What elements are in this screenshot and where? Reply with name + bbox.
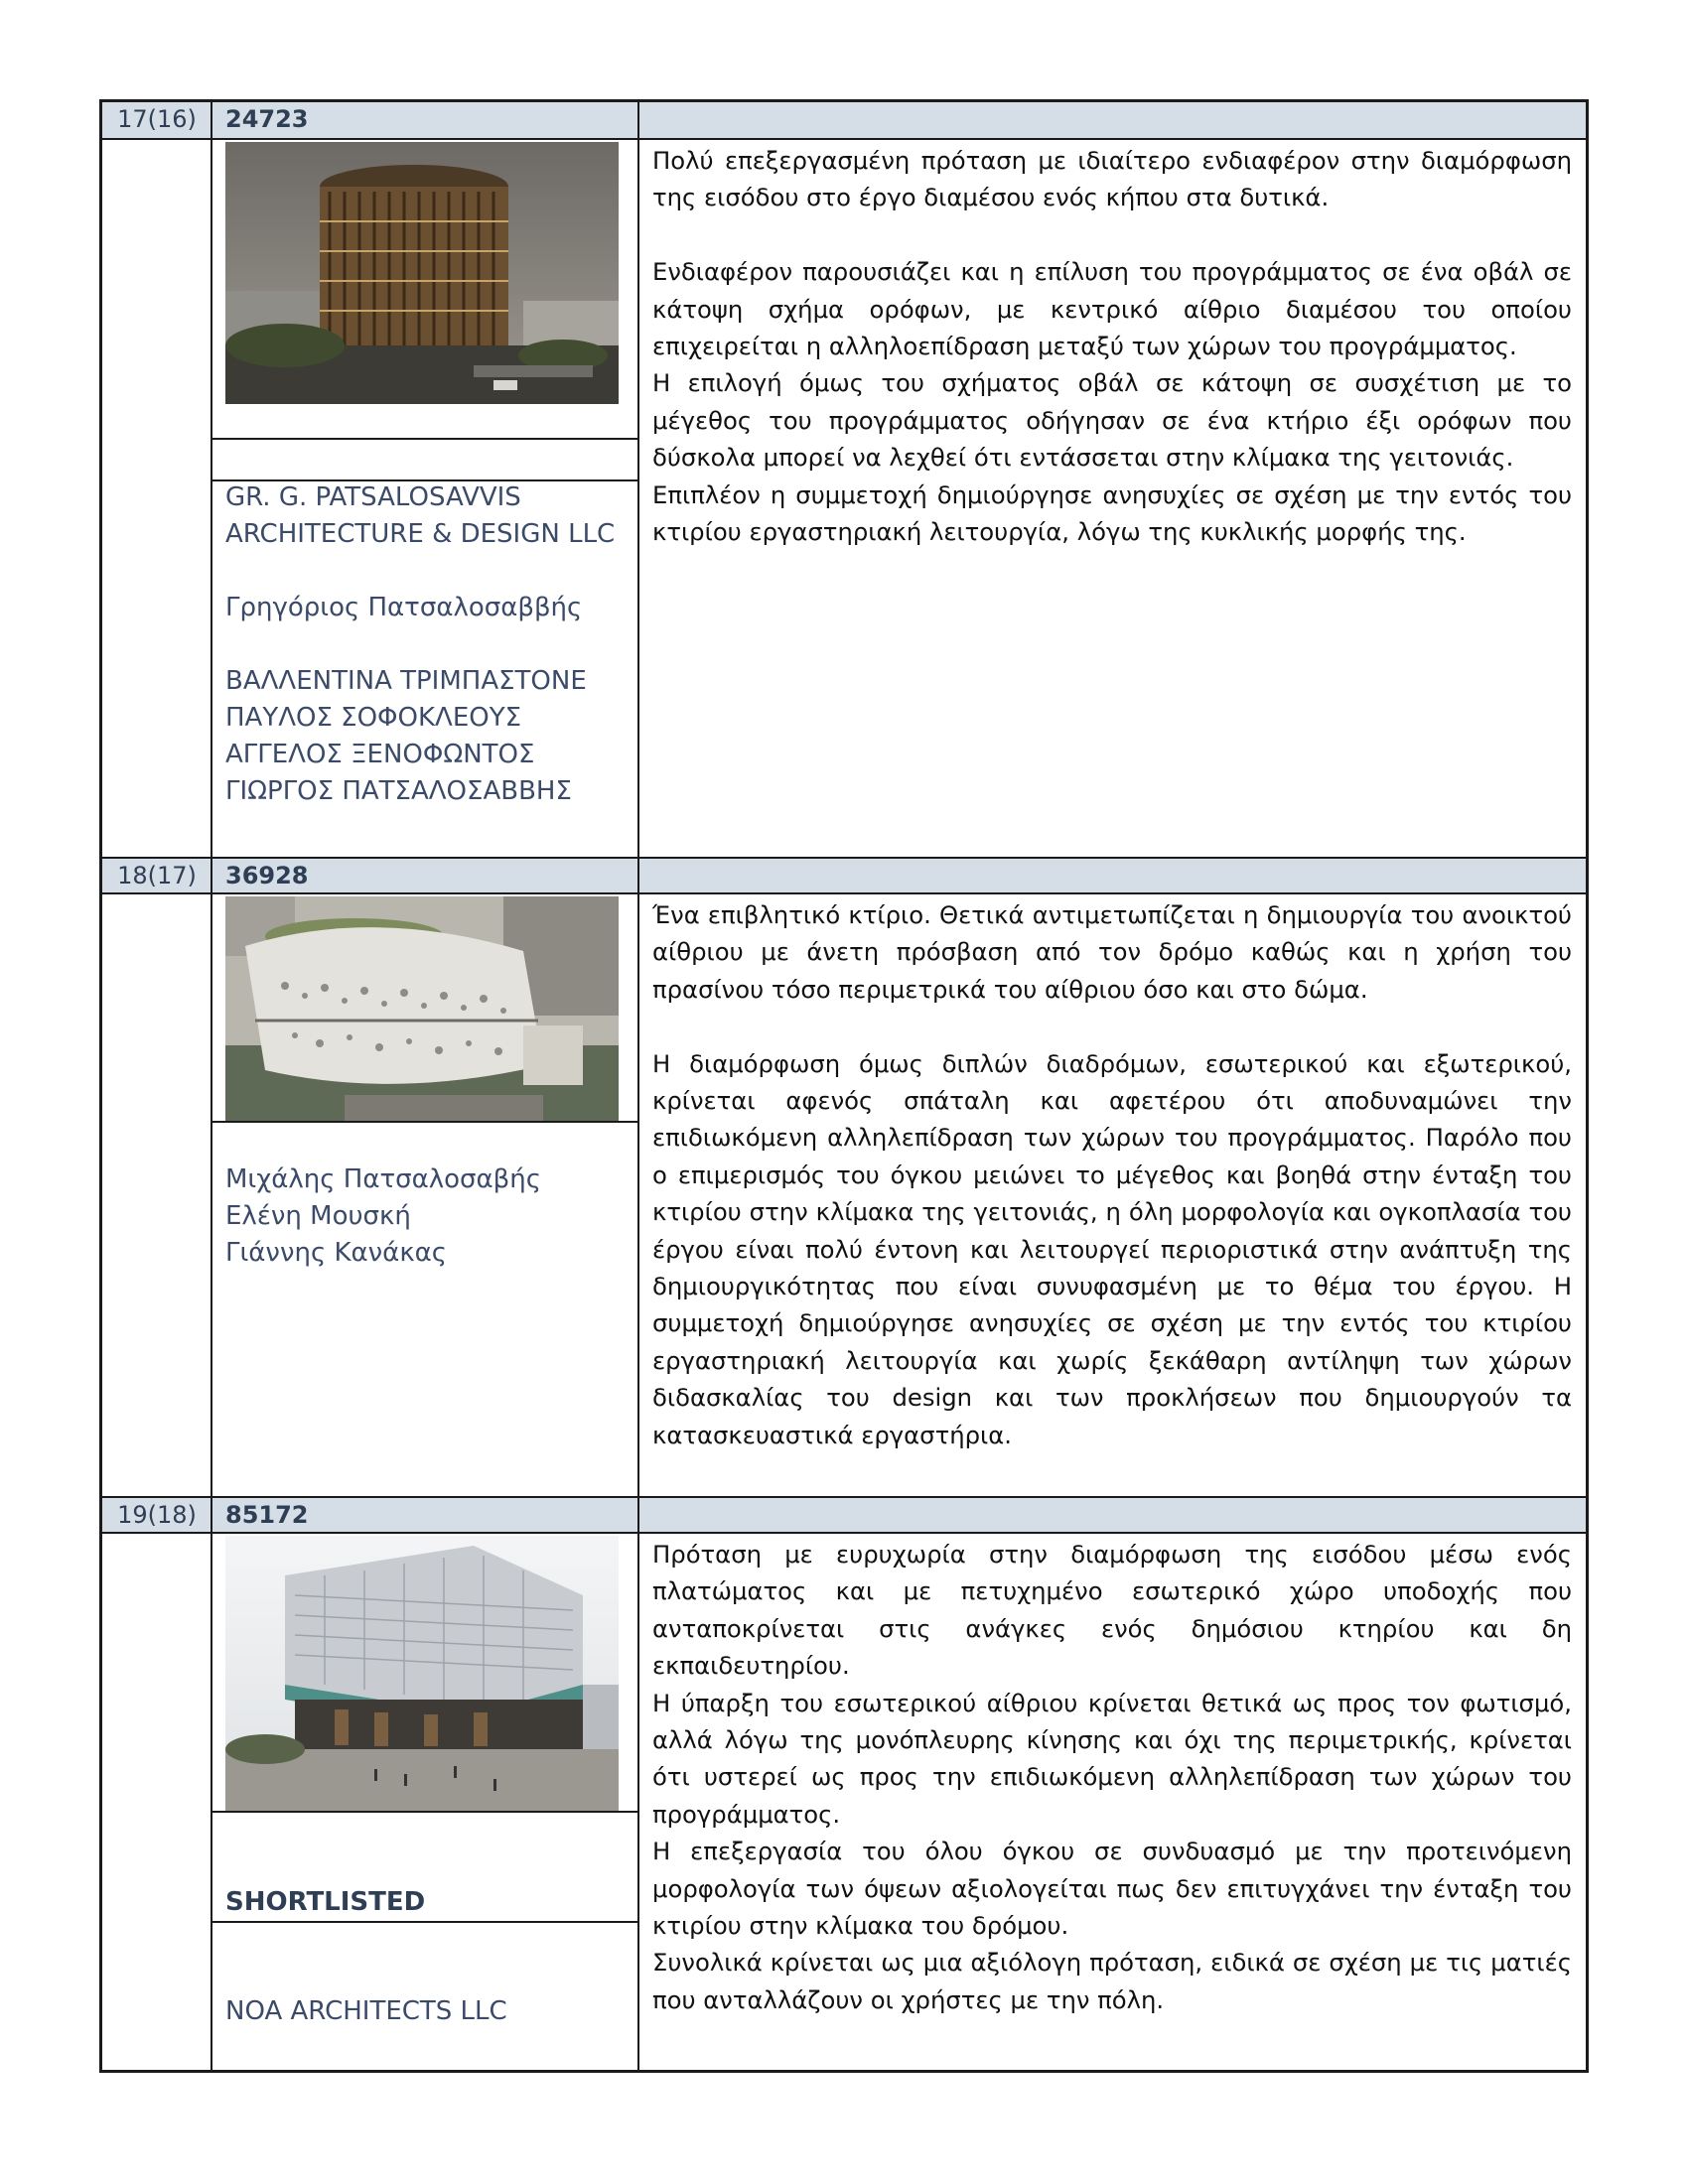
team-member: Μιχάλης Πατσαλοσαβής — [225, 1164, 541, 1194]
row-divider — [211, 1121, 639, 1123]
team-member: ΑΓΓΕΛΟΣ ΞΕΝΟΦΩΝΤΟΣ — [225, 740, 535, 769]
evaluation-paragraph: Η διαμόρφωση όμως διπλών διαδρόμων, εσωτερικού και εξωτερικού, κρίνεται αφενός σπάταλη και αφετέρου ότι αποδυναμώνει την επιδιωκόμενη αλληλεπίδραση των χώρων του προγράμματος. Παρόλο που ο επιμερισμός του όγκου μειώνει το μέγεθος και βοηθά στην ένταξη του κτιρίου στην κλίμακα της γειτονιάς, η όλη μορφολογία και ογκοπλασία του έργου είναι πολύ έντονη και λειτουργεί περιοριστικά στην ανάπτυξη της δημιουργικότητας που είναι συνυφασμένη με το θέμα του έργου. Η συμμετοχή δημιούργησε ανησυχίες σε σχέση με την εντός του κτιρίου εργαστηριακή λειτουργία και χωρίς ξεκάθαρη αντίληψη των χώρων διδασκαλίας του design και των προκλήσεων που δημιουργούν τα κατασκευαστικά εργαστήρια. — [652, 1048, 1572, 1449]
entry-number: 17(16) — [117, 105, 197, 133]
entry-header-row — [102, 102, 1586, 140]
entry-code: 85172 — [225, 1501, 309, 1529]
evaluation-paragraph: Ένα επιβλητικό κτίριο. Θετικά αντιμετωπίζεται η δημιουργία του ανοικτού αίθριου με άνετη πρόσβαση από τον δρόμο καθώς και η χρήση του πρασίνου τόσο περιμετρικά του αίθριου όσο και στο δώμα. — [652, 900, 1572, 1004]
evaluation-paragraph: Η επιλογή όμως του σχήματος οβάλ σε κάτοψη σε συσχέτιση με το μέγεθος του προγράμματος οδήγησαν σε ένα κτήριο έξι ορόφων που δύσκολα μπορεί να λεχθεί ότι εντάσσεται στην κλίμακα της γειτονιάς. — [652, 368, 1572, 473]
evaluation-paragraph: Η ύπαρξη του εσωτερικού αίθριου κρίνεται θετικά ως προς τον φωτισμό, αλλά λόγω της μονόπλευρης κίνησης και όχι της περιμετρικής, κρίνεται ότι υστερεί ως προς την επιδιωκόμενη αλληλεπίδραση των χώρων του προγράμματος. — [652, 1688, 1572, 1829]
team-member: ΓΙΩΡΓΟΣ ΠΑΤΣΑΛΟΣΑΒΒΗΣ — [225, 776, 572, 806]
team-member: GR. G. PATSALOSAVVIS — [225, 482, 521, 512]
entry-team-list — [225, 1161, 541, 1272]
entry-header-row — [102, 857, 1586, 894]
entry-render-image — [225, 142, 619, 404]
evaluation-paragraph: Ενδιαφέρον παρουσιάζει και η επίλυση του προγράμματος σε ένα οβάλ σε κάτοψη σχήμα ορόφων, με κεντρικό αίθριο διαμέσου του οποίου επιχειρείται η αλληλοεπίδραση μεταξύ των χώρων του προγράμματος. — [652, 257, 1572, 361]
evaluation-table — [99, 99, 1589, 2073]
entry-code: 36928 — [225, 862, 309, 889]
row-divider — [211, 1811, 639, 1813]
evaluation-paragraph: Η επεξεργασία του όλου όγκου σε συνδυασμό με την προτεινόμενη μορφολογία των όψεων αξιολογείται πως δεν επιτυγχάνει την ένταξη του κτιρίου στην κλίμακα του δρόμου. — [652, 1837, 1572, 1941]
entry-team-list — [225, 1993, 507, 2030]
row-divider — [211, 479, 639, 481]
entry-code: 24723 — [225, 105, 309, 133]
row-divider — [211, 1921, 639, 1923]
spacer — [652, 1008, 1572, 1044]
entry-evaluation-text — [652, 142, 1572, 550]
entry-status-block — [225, 1884, 425, 1921]
entry-header-row — [102, 1496, 1586, 1534]
team-member: Γρηγόριος Πατσαλοσαββής — [225, 593, 583, 622]
spacer — [225, 626, 615, 663]
team-member: ARCHITECTURE & DESIGN LLC — [225, 519, 616, 549]
entry-number: 19(18) — [117, 1501, 197, 1529]
team-member: NOA ARCHITECTS LLC — [225, 1996, 507, 2026]
status-label: SHORTLISTED — [225, 1887, 426, 1917]
entry-render-image — [225, 896, 619, 1121]
spacer — [652, 216, 1572, 253]
entry-number: 18(17) — [117, 862, 197, 889]
spacer — [225, 553, 615, 590]
team-member: ΠΑΥΛΟΣ ΣΟΦΟΚΛΕΟΥΣ — [225, 703, 522, 733]
evaluation-paragraph: Επιπλέον η συμμετοχή δημιούργησε ανησυχίες σε σχέση με την εντός του κτιρίου εργαστηριακή λειτουργία, λόγω της κυκλικής μορφής της. — [652, 479, 1572, 547]
row-divider — [211, 438, 639, 440]
entry-evaluation-text — [652, 1536, 1572, 2018]
entry-render-image — [225, 1536, 619, 1811]
team-member: Γιάννης Κανάκας — [225, 1238, 448, 1268]
evaluation-paragraph: Πρόταση με ευρυχωρία στην διαμόρφωση της εισόδου μέσω ενός πλατώματος και με πετυχημένο εσωτερικό χώρο υποδοχής που ανταποκρίνεται στις ανάγκες ενός δημόσιου κτηρίου και δη εκπαιδευτηρίου. — [652, 1540, 1572, 1681]
column-divider — [211, 102, 212, 2073]
entry-evaluation-text — [652, 896, 1572, 1453]
evaluation-paragraph: Πολύ επεξεργασμένη πρόταση με ιδιαίτερο ενδιαφέρον στην διαμόρφωση της εισόδου στο έργο διαμέσου ενός κήπου στα δυτικά. — [652, 146, 1572, 212]
team-member: Ελένη Μουσκή — [225, 1201, 411, 1231]
evaluation-paragraph: Συνολικά κρίνεται ως μια αξιόλογη πρόταση, ειδικά σε σχέση με τις ματιές που ανταλλάζουν οι χρήστες με την πόλη. — [652, 1948, 1572, 2014]
column-divider — [637, 102, 639, 2073]
team-member: ΒΑΛΛΕΝΤΙΝΑ ΤΡΙΜΠΑΣΤΟΝΕ — [225, 666, 587, 696]
entry-team-list — [225, 479, 615, 810]
